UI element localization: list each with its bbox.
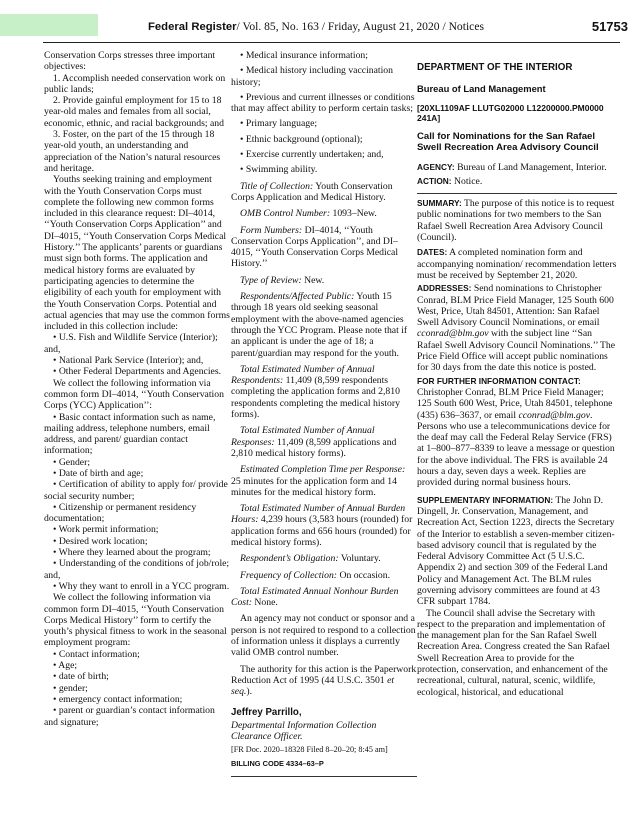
- authority-text: The authority for this action is the Paperwork Reduction Act of 1995 (44 U.S.C. 3501: [231, 663, 417, 686]
- omb-paragraph: An agency may not conduct or sponsor and a person is not required to respond to a collection of information unless it displays a currently valid OMB control number.: [231, 613, 416, 659]
- color-tab: [0, 14, 98, 36]
- field-label: Respondent’s Obligation:: [240, 553, 339, 565]
- field-value: Youth Conservation Corps Application and Medical History.: [231, 180, 393, 203]
- field-value: 1093–New.: [330, 208, 377, 220]
- field-value: None.: [252, 597, 278, 609]
- field-value: 25 minutes for the application form and 14 minutes for the medical history form.: [231, 475, 397, 498]
- page-number: 51753: [591, 19, 628, 34]
- bullet-item: • Where they learned about the program;: [53, 547, 211, 559]
- field-value: Youth 15 through 18 years old seeking seasonal employment with the above-named agencies through the YCC Program. Please note that if an applicant is under the age of 18; a parent/guardian may respond for the youth.: [231, 291, 408, 359]
- bullet-item: • gender;: [53, 682, 88, 694]
- docket-code: [20XL1109AF LLUTG02000 L12200000.PM0000 241A]: [417, 102, 604, 123]
- department-heading: DEPARTMENT OF THE INTERIOR: [417, 62, 573, 73]
- bullet-item: • National Park Service (Interior); and,: [53, 355, 204, 367]
- signer-title: Departmental Information Collection Clearance Officer.: [231, 719, 377, 743]
- authority-end: ).: [246, 686, 252, 698]
- addresses-text-2: with the subject line ‘‘San Rafael Swell Advisory Council Nominations.’’ The Price Field Office will accept public nominations for 30 days from the date this notice is posted.: [417, 328, 616, 374]
- addresses-label: ADDRESSES:: [417, 283, 472, 294]
- dates-label: DATES:: [417, 247, 448, 258]
- field-omb: [231, 208, 417, 219]
- column-1: [44, 50, 230, 822]
- supplementary-label: SUPPLEMENTARY INFORMATION:: [417, 494, 554, 505]
- running-head: [148, 20, 484, 33]
- field-obligation: [231, 553, 417, 564]
- supplementary-text: The John D. Dingell, Jr. Conservation, Management, and Recreation Act, Section 1223, directs the Secretary of the Interior to establish a seven-member citizen-based advisory council that is regulated by the Federal Advisory Committee Act (5 U.S.C. Appendix 2) and section 309 of the Federal Land Policy and Management Act. The BLM rules governing advisory committees are found at 43 CFR subpart 1784.: [417, 494, 615, 608]
- agency-text: Bureau of Land Management, Interior.: [454, 161, 607, 173]
- field-completion-time: [231, 464, 417, 498]
- bullet-item: • Medical insurance information;: [240, 50, 368, 61]
- field-burden-hours: [231, 503, 417, 548]
- bullet-item: • Why they want to enroll in a YCC program.: [53, 580, 230, 592]
- contact-text-2: . Persons who use a telecommunications device for the deaf may call the Federal Relay Service (FRS) at 1–800–877–8339 to leave a message or question for the above individual. The FRS is available 24 hours a day, seven days a week. Replies are provided during normal business hours.: [417, 409, 615, 489]
- field-frequency: [231, 570, 417, 581]
- summary-section: [417, 198, 617, 243]
- field-label: Estimated Completion Time per Response:: [240, 464, 406, 476]
- publication-name: Federal Register: [148, 21, 237, 33]
- field-annual-responses: [231, 425, 417, 459]
- contact-label: FOR FURTHER INFORMATION CONTACT:: [417, 375, 581, 386]
- summary-label: SUMMARY:: [417, 198, 462, 209]
- field-label: Total Estimated Number of Annual Responses:: [231, 425, 375, 448]
- paragraph: Youths seeking training and employment with the Youth Conservation Corps must complete the following new common forms included in this clearance request: DI–4014, ‘‘Youth Conservation Corps Application’’ and DI–4015, ‘‘Youth Conservation Corps Medical History.’’ The applicants’ parents or guardians must sign both forms. The application and medical history forms are evaluated by participating agencies to determine the eligibility of each youth for employment with the Youth Conservation Corps. Potential and actual agencies that may use the common forms included in this collection include:: [44, 174, 230, 333]
- bullet-item: • Understanding of the conditions of job/role; and,: [44, 558, 230, 581]
- action-line: [417, 176, 617, 187]
- contact-email: cconrad@blm.gov: [518, 409, 591, 421]
- bullet-item: • Other Federal Departments and Agencies.: [53, 366, 222, 378]
- field-forms: [231, 225, 417, 270]
- bullet-item: • Primary language;: [240, 118, 318, 130]
- notice-title: Call for Nominations for the San Rafael Swell Recreation Area Advisory Council: [417, 131, 599, 154]
- contact-section: [417, 376, 617, 489]
- bullet-item: • Age;: [53, 660, 78, 672]
- field-label: Total Estimated Annual Nonhour Burden Cost:: [231, 585, 399, 609]
- paragraph: We collect the following information via common form DI–4015, ‘‘Youth Conservation Corps Medical History’’ form to certify the youth’s physical fitness to work in the seasonal employment program:: [44, 592, 227, 649]
- field-value: New.: [301, 274, 325, 286]
- field-respondents: [231, 291, 417, 359]
- summary-text: The purpose of this notice is to request public nominations for two members to the San Rafael Swell Recreation Area Advisory Council (Council).: [417, 198, 615, 244]
- bullet-item: • Work permit information;: [53, 524, 159, 536]
- action-text: Notice.: [451, 175, 483, 187]
- dates-text: A completed nomination form and accompanying nomination/ recommendation letters must be received by September 21, 2020.: [417, 247, 617, 281]
- bullet-item: • parent or guardian’s contact information and signature;: [44, 705, 215, 728]
- field-value: Voluntary.: [338, 553, 381, 565]
- paragraph: We collect the following information via common form DI–4014, ‘‘Youth Conservation Corps (YCC) Application’’:: [44, 377, 224, 412]
- bullet-item: • Certification of ability to apply for/ provide social security number;: [44, 479, 228, 502]
- field-annual-respondents: [231, 364, 417, 420]
- issue-info: / Vol. 85, No. 163 / Friday, August 21, 2020 / Notices: [236, 20, 484, 33]
- addresses-email: cconrad@blm.gov: [417, 328, 489, 340]
- field-label: Total Estimated Number of Annual Respondents:: [231, 363, 375, 387]
- objective-item: 1. Accomplish needed conservation work on public lands;: [44, 72, 226, 95]
- bullet-item: • Desired work location;: [53, 535, 148, 547]
- field-label: Respondents/Affected Public:: [240, 291, 355, 303]
- field-value: 11,409 (8,599 applications and 2,810 medical history forms).: [231, 436, 397, 459]
- bullet-item: • Previous and current illnesses or conditions that may affect ability to perform certain tasks;: [231, 91, 415, 115]
- field-review: [231, 275, 417, 286]
- bullet-item: • Citizenship or permanent residency documentation;: [44, 501, 197, 525]
- bullet-item: • date of birth;: [53, 671, 109, 683]
- field-value: DI–4014, ‘‘Youth Conservation Corps Application’’, and DI–4015, ‘‘Youth Conservation Corps Medical History.’’: [231, 224, 399, 270]
- action-label: ACTION:: [417, 175, 452, 186]
- fr-doc: [FR Doc. 2020–18328 Filed 8–20–20; 8:45 am]: [231, 745, 388, 755]
- column-2: [231, 50, 417, 822]
- field-label: Title of Collection:: [240, 180, 314, 192]
- contact-text: Christopher Conrad, BLM Price Field Manager; 125 South 600 West, Price, Utah 84501, telephone (435) 636–3637, or email: [417, 386, 613, 421]
- field-label: Total Estimated Number of Annual Burden Hours:: [231, 503, 406, 526]
- bullet-item: • U.S. Fish and Wildlife Service (Interior); and,: [44, 332, 218, 355]
- objective-item: 3. Foster, on the part of the 15 through 18 year-old youth, an understanding and appreciation of the Nation’s natural resources and heritage.: [44, 129, 221, 174]
- agency-line: [417, 162, 617, 173]
- authority-paragraph: [231, 664, 417, 698]
- field-label: OMB Control Number:: [240, 208, 331, 220]
- bullet-item: • Ethnic background (optional);: [240, 133, 363, 145]
- divider: [231, 776, 417, 777]
- bullet-item: • Contact information;: [53, 648, 140, 660]
- council-paragraph: The Council shall advise the Secretary with respect to the preparation and implementation of the management plan for the San Rafael Swell Recreation Area. Congress created the San Rafael Swell Recreation Area to provide for the protection, conservation, and enhancement of the recreational, cultural, natural, scenic, wildlife, ecological, historical, and educational: [417, 607, 610, 698]
- bullet-item: • Swimming ability.: [240, 164, 318, 176]
- addresses-section: [417, 283, 617, 373]
- agency-label: AGENCY:: [417, 161, 455, 172]
- authority-italic: et seq.: [231, 674, 395, 698]
- dates-section: [417, 247, 617, 281]
- bullet-item: • Medical history including vaccination history;: [231, 65, 393, 88]
- field-label: Form Numbers:: [240, 224, 303, 236]
- signer-name: Jeffrey Parrillo,: [231, 706, 302, 718]
- column-3: [417, 50, 617, 822]
- field-label: Type of Review:: [240, 274, 302, 286]
- bullet-item: • emergency contact information;: [53, 693, 183, 705]
- bullet-item: • Exercise currently undertaken; and,: [240, 149, 384, 161]
- billing-code: BILLING CODE 4334–63–P: [231, 759, 324, 769]
- field-label: Frequency of Collection:: [240, 569, 338, 581]
- field-value: 4,239 hours (3,583 hours (rounded) for application forms and 656 hours (rounded) for medical history forms).: [231, 514, 413, 548]
- supplementary-section: [417, 495, 617, 608]
- page-header: [108, 20, 628, 38]
- paragraph: Conservation Corps stresses three important objectives:: [44, 50, 216, 73]
- field-value: 11,409 (8,599 respondents completing the application forms and 2,810 respondents completing the medical history forms).: [231, 375, 400, 421]
- agency-heading: Bureau of Land Management: [417, 83, 546, 95]
- objective-item: 2. Provide gainful employment for 15 to 18 year-old males and females from all social, economic, ethnic, and racial backgrounds; and: [44, 95, 224, 129]
- addresses-text: Send nominations to Christopher Conrad, BLM Price Field Manager, 125 South 600 West, Price, Utah 84501, Attention: San Rafael Swell Advisory Council Nominations, or email: [417, 283, 614, 329]
- header-rule: [43, 42, 620, 43]
- field-nonhour-cost: [231, 586, 417, 609]
- bullet-item: • Gender;: [53, 456, 91, 468]
- bullet-item: • Basic contact information such as name, mailing address, telephone numbers, email address, and parent/ guardian contact information;: [44, 411, 216, 457]
- field-title: [231, 181, 417, 204]
- field-value: On occasion.: [337, 569, 391, 581]
- bullet-item: • Date of birth and age;: [53, 467, 144, 479]
- divider: [417, 193, 617, 194]
